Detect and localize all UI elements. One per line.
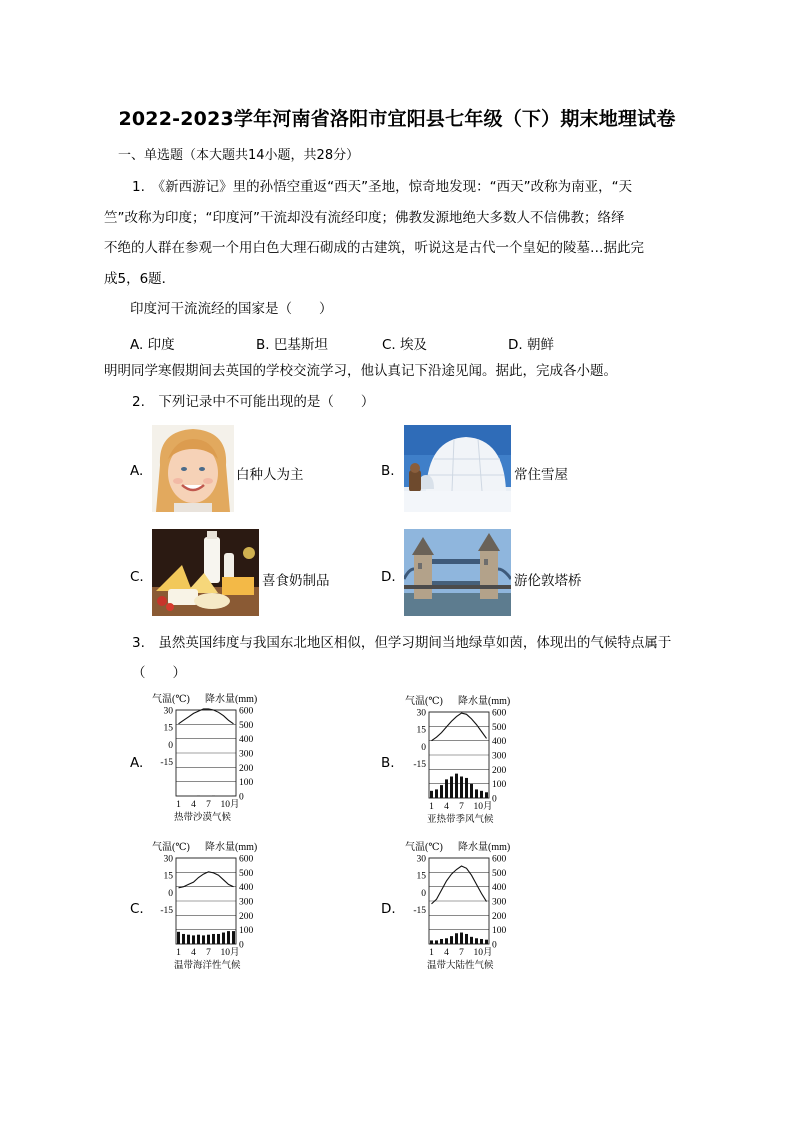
precipitation-axis-label: 降水量(mm) — [205, 694, 258, 705]
precipitation-bar — [460, 777, 463, 799]
q2-option-a-label[interactable]: 白种人为主 — [236, 467, 304, 483]
q2-intro: 明明同学寒假期间去英国的学校交流学习，他认真记下沿途见闻。据此，完成各小题。 — [104, 363, 617, 379]
month-tick-label: 10月 — [220, 800, 240, 810]
climate-chart-c[interactable] — [150, 838, 270, 974]
q2-option-c-label[interactable]: 喜食奶制品 — [262, 573, 330, 589]
temperature-axis-label: 气温(℃) — [152, 842, 190, 853]
temperature-line — [179, 872, 234, 888]
precipitation-tick-label: 200 — [239, 911, 254, 922]
q1-option-d[interactable]: D. 朝鲜 — [508, 337, 554, 353]
month-tick-label: 7 — [459, 802, 464, 812]
temperature-tick-label: 0 — [421, 742, 426, 753]
temperature-tick-label: 15 — [163, 723, 173, 734]
precipitation-tick-label: 400 — [239, 735, 254, 746]
chart-title: 热带沙漠气候 — [174, 812, 232, 823]
temperature-tick-label: 15 — [416, 871, 426, 882]
precipitation-bar — [450, 777, 453, 799]
precipitation-bar — [485, 792, 488, 798]
precipitation-tick-label: 100 — [492, 926, 507, 937]
precipitation-bar — [470, 937, 473, 944]
precipitation-bar — [192, 935, 195, 944]
precipitation-tick-label: 0 — [239, 792, 244, 803]
month-tick-label: 7 — [206, 800, 211, 810]
precipitation-tick-label: 500 — [492, 722, 507, 733]
temperature-axis-label: 气温(℃) — [405, 696, 443, 707]
precipitation-bar — [465, 934, 468, 944]
q1-line-1: 1. 《新西游记》里的孙悟空重返“西天”圣地，惊奇地发现：“西天”改称为南亚，“天 — [132, 179, 633, 195]
precipitation-tick-label: 100 — [239, 926, 254, 937]
precipitation-bar — [445, 938, 448, 944]
precipitation-tick-label: 0 — [492, 794, 497, 805]
precipitation-tick-label: 300 — [239, 749, 254, 760]
month-tick-label: 10月 — [473, 948, 493, 958]
dairy-photo — [152, 529, 259, 616]
temperature-tick-label: -15 — [160, 758, 173, 769]
temperature-tick-label: -15 — [160, 906, 173, 917]
q2-option-a-letter[interactable]: A. — [130, 463, 144, 479]
precipitation-tick-label: 0 — [492, 940, 497, 951]
q2-option-d-letter[interactable]: D. — [381, 569, 396, 585]
precipitation-bar — [480, 939, 483, 944]
q3-option-c[interactable]: C. — [130, 901, 144, 917]
temperature-tick-label: 15 — [416, 725, 426, 736]
q2-option-c-letter[interactable]: C. — [130, 569, 144, 585]
q3-option-a[interactable]: A. — [130, 755, 144, 771]
precipitation-tick-label: 300 — [239, 897, 254, 908]
precipitation-tick-label: 500 — [239, 868, 254, 879]
precipitation-bar — [182, 934, 185, 944]
chart-title: 温带海洋性气候 — [174, 960, 241, 971]
q3-option-b[interactable]: B. — [381, 755, 395, 771]
tower-bridge-photo — [404, 529, 511, 616]
q3-line-2: （ ） — [132, 665, 186, 681]
temperature-line — [432, 866, 487, 904]
month-tick-label: 1 — [176, 948, 181, 958]
chart-title: 亚热带季风气候 — [427, 814, 494, 825]
q2-stem: 2. 下列记录中不可能出现的是（ ） — [132, 394, 375, 410]
month-tick-label: 4 — [191, 800, 196, 810]
precipitation-bar — [232, 931, 235, 944]
precipitation-bar — [430, 791, 433, 798]
temperature-tick-label: -15 — [413, 906, 426, 917]
month-tick-label: 10月 — [473, 802, 493, 812]
month-tick-label: 7 — [459, 948, 464, 958]
month-tick-label: 4 — [444, 948, 449, 958]
temperature-tick-label: 30 — [416, 708, 426, 719]
precipitation-bar — [435, 789, 438, 798]
q1-line-2: 竺”改称为印度；“印度河”干流却没有流经印度；佛教发源地绝大多数人不信佛教；络绎 — [104, 210, 625, 226]
precipitation-axis-label: 降水量(mm) — [458, 696, 511, 707]
temperature-tick-label: 0 — [168, 740, 173, 751]
precipitation-bar — [485, 940, 488, 944]
precipitation-bar — [475, 789, 478, 798]
month-tick-label: 1 — [429, 948, 434, 958]
q1-stem: 印度河干流流经的国家是（ ） — [130, 301, 333, 317]
temperature-tick-label: 0 — [168, 888, 173, 899]
precipitation-tick-label: 400 — [492, 883, 507, 894]
precipitation-bar — [440, 939, 443, 944]
temperature-tick-label: -15 — [413, 760, 426, 771]
precipitation-bar — [445, 779, 448, 798]
month-tick-label: 4 — [191, 948, 196, 958]
q1-option-c[interactable]: C. 埃及 — [382, 337, 428, 353]
temperature-tick-label: 30 — [416, 854, 426, 865]
page-title: 2022-2023学年河南省洛阳市宜阳县七年级（下）期末地理试卷 — [118, 108, 676, 130]
precipitation-tick-label: 300 — [492, 897, 507, 908]
q2-option-b-letter[interactable]: B. — [381, 463, 395, 479]
q2-option-b-label[interactable]: 常住雪屋 — [514, 467, 568, 483]
precipitation-tick-label: 500 — [492, 868, 507, 879]
month-tick-label: 10月 — [220, 948, 240, 958]
precipitation-bar — [435, 940, 438, 944]
climate-chart-a[interactable] — [150, 690, 270, 826]
precipitation-bar — [187, 935, 190, 944]
precipitation-bar — [197, 935, 200, 944]
precipitation-tick-label: 400 — [239, 883, 254, 894]
precipitation-bar — [217, 934, 220, 944]
precipitation-bar — [440, 785, 443, 798]
precipitation-tick-label: 200 — [239, 763, 254, 774]
month-tick-label: 1 — [176, 800, 181, 810]
temperature-line — [179, 709, 234, 724]
temperature-line — [432, 713, 487, 741]
precipitation-bar — [455, 774, 458, 798]
precipitation-tick-label: 100 — [492, 780, 507, 791]
precipitation-tick-label: 500 — [239, 720, 254, 731]
q1-line-3: 不绝的人群在参观一个用白色大理石砌成的古建筑，听说这是古代一个皇妃的陵墓…据此完 — [104, 240, 644, 256]
precipitation-tick-label: 600 — [492, 708, 507, 719]
section-heading: 一、单选题（本大题共14小题，共28分） — [118, 148, 360, 163]
precipitation-bar — [227, 931, 230, 944]
climate-chart-d[interactable] — [403, 838, 523, 974]
precipitation-tick-label: 400 — [492, 737, 507, 748]
precipitation-bar — [212, 934, 215, 944]
precipitation-tick-label: 0 — [239, 940, 244, 951]
precipitation-bar — [465, 778, 468, 798]
igloo-photo — [404, 425, 511, 512]
precipitation-tick-label: 200 — [492, 765, 507, 776]
precipitation-tick-label: 600 — [239, 854, 254, 865]
temperature-axis-label: 气温(℃) — [152, 694, 190, 705]
q1-option-b[interactable]: B. 巴基斯坦 — [256, 337, 328, 353]
precipitation-bar — [177, 932, 180, 944]
temperature-tick-label: 0 — [421, 888, 426, 899]
q1-option-a[interactable]: A. 印度 — [130, 337, 175, 353]
precipitation-bar — [460, 933, 463, 944]
temperature-tick-label: 15 — [163, 871, 173, 882]
q3-option-d[interactable]: D. — [381, 901, 396, 917]
month-tick-label: 4 — [444, 802, 449, 812]
precipitation-bar — [207, 935, 210, 944]
temperature-axis-label: 气温(℃) — [405, 842, 443, 853]
chart-title: 温带大陆性气候 — [427, 960, 494, 971]
temperature-tick-label: 30 — [163, 706, 173, 717]
precipitation-tick-label: 200 — [492, 911, 507, 922]
precipitation-bar — [202, 935, 205, 944]
temperature-tick-label: 30 — [163, 854, 173, 865]
q1-line-4: 成5，6题． — [104, 271, 176, 287]
precipitation-bar — [430, 940, 433, 944]
precipitation-bar — [480, 791, 483, 798]
climate-chart-b[interactable] — [403, 692, 523, 828]
q2-option-d-label[interactable]: 游伦敦塔桥 — [514, 573, 582, 589]
q3-line-1: 3. 虽然英国纬度与我国东北地区相似，但学习期间当地绿草如茵，体现出的气候特点属于 — [132, 635, 672, 651]
precipitation-tick-label: 300 — [492, 751, 507, 762]
precipitation-axis-label: 降水量(mm) — [205, 842, 258, 853]
precipitation-bar — [475, 938, 478, 944]
girl-photo — [152, 425, 234, 512]
precipitation-bar — [450, 936, 453, 944]
precipitation-tick-label: 600 — [492, 854, 507, 865]
month-tick-label: 1 — [429, 802, 434, 812]
precipitation-axis-label: 降水量(mm) — [458, 842, 511, 853]
precipitation-bar — [455, 933, 458, 944]
precipitation-bar — [470, 784, 473, 798]
month-tick-label: 7 — [206, 948, 211, 958]
precipitation-tick-label: 600 — [239, 706, 254, 717]
precipitation-bar — [222, 933, 225, 944]
precipitation-tick-label: 100 — [239, 778, 254, 789]
